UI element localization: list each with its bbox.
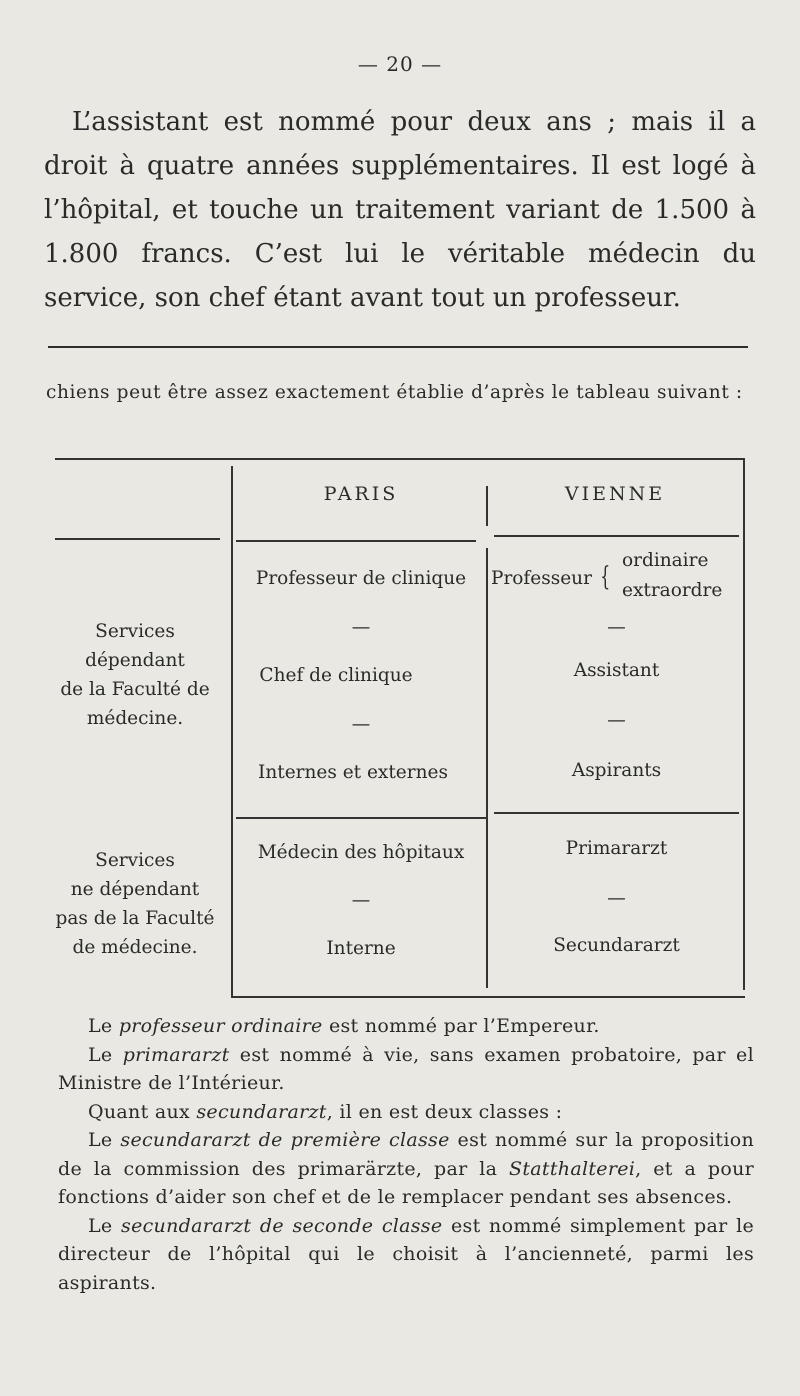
bottom-paragraph <box>58 1041 754 1098</box>
paris-group-rule <box>236 817 486 819</box>
table-right-border <box>743 458 745 990</box>
top-paragraph <box>44 100 756 320</box>
group-label-faculte <box>40 617 230 733</box>
group-label-non-faculte <box>40 846 230 962</box>
italic-run: professeur ordinaire <box>118 1015 323 1037</box>
group2-line: Services <box>95 850 175 871</box>
text-run: est nommé sur la proposition de la commission des primarärzte, par la <box>58 1129 754 1180</box>
italic-run: secundararzt de première classe <box>120 1129 450 1151</box>
italic-run: primararzt <box>122 1043 230 1066</box>
italic-run: secundararzt de seconde classe <box>121 1214 443 1237</box>
vienne-extraord: extraordre <box>622 580 723 601</box>
vienne-cell: — <box>607 710 626 731</box>
group1-line: dépendant <box>85 650 185 671</box>
vienne-cell: Aspirants <box>571 760 662 781</box>
vienne-cell: — <box>607 888 626 909</box>
vienne-cell: Primararzt <box>565 838 668 859</box>
paris-cell: Interne <box>326 938 396 959</box>
bottom-paragraph <box>58 1126 754 1212</box>
vienne-ordinaire: ordinaire <box>622 550 709 571</box>
intro-text: chiens peut être assez exactement établie d’après le tableau suivant : <box>46 382 743 403</box>
header-paris: PARIS <box>323 483 399 505</box>
group2-line: ne dépendant <box>70 879 200 900</box>
text-run: Quant aux <box>88 1100 197 1123</box>
paris-cell: Internes et externes <box>258 762 448 783</box>
italic-run: secundararzt <box>196 1100 327 1123</box>
text-run: , il en est deux classes : <box>326 1100 563 1123</box>
bottom-paragraph <box>58 1098 754 1127</box>
vienne-professeur: Professeur <box>491 568 592 589</box>
column-divider <box>486 548 488 988</box>
italic-run: Statthalterei <box>509 1157 636 1180</box>
bottom-paragraph <box>58 1012 754 1041</box>
text-run: est nommé simplement par le directeur de l’hôpital qui le choisit à l’ancienneté, parmi les aspirants. <box>58 1214 754 1294</box>
paris-cell: Médecin des hôpitaux <box>257 842 465 863</box>
text-run: Le <box>88 1015 119 1037</box>
paris-header-rule <box>236 540 476 542</box>
vienne-header-rule <box>494 535 739 537</box>
vienne-group-rule <box>494 812 739 814</box>
header-vienne: VIENNE <box>564 483 666 505</box>
left-header-rule <box>55 538 220 540</box>
paris-cell: Professeur de clinique <box>255 568 467 589</box>
paris-cell: — <box>351 714 371 735</box>
table-top-rule <box>55 458 745 460</box>
table-left-border <box>231 466 233 998</box>
group2-line: pas de la Faculté <box>55 908 215 929</box>
text-run: Le <box>88 1129 121 1151</box>
vienne-cell: Assistant <box>573 660 660 681</box>
vienne-brace: { <box>600 562 611 592</box>
vienne-cell: Secundararzt <box>553 935 680 956</box>
paris-cell: — <box>351 890 371 911</box>
bottom-text <box>58 1012 754 1297</box>
paris-cell: Chef de clinique <box>259 665 413 686</box>
group1-line: de la Faculté de <box>60 679 210 700</box>
header-divider <box>486 486 488 526</box>
bottom-paragraph <box>58 1212 754 1298</box>
vienne-cell: — <box>607 617 626 638</box>
group2-line: de médecine. <box>72 937 198 958</box>
text-run: Le <box>88 1043 123 1066</box>
group1-line: médecine. <box>86 708 184 729</box>
text-run: est nommé par l’Empereur. <box>322 1015 600 1037</box>
top-paragraph-text: L’assistant est nommé pour deux ans ; mais il a droit à quatre années supplémentaires. Il est logé à l’hôpital, et touche un traitement variant de 1.500 à 1.800 francs. C’est lui le véritable médecin du service, son chef étant avant tout un professeur. <box>44 107 756 313</box>
text-run: , et a pour fonctions d’aider son chef et de le remplacer pendant ses absences. <box>58 1157 754 1208</box>
text-run: Le <box>88 1214 122 1237</box>
table-bottom-rule <box>231 996 745 998</box>
section-divider <box>48 346 748 348</box>
group1-line: Services <box>95 621 175 642</box>
page-number: — 20 — <box>357 52 443 76</box>
text-run: est nommé à vie, sans examen probatoire, par el Ministre de l’Intérieur. <box>58 1043 754 1094</box>
paris-cell: — <box>351 617 371 638</box>
